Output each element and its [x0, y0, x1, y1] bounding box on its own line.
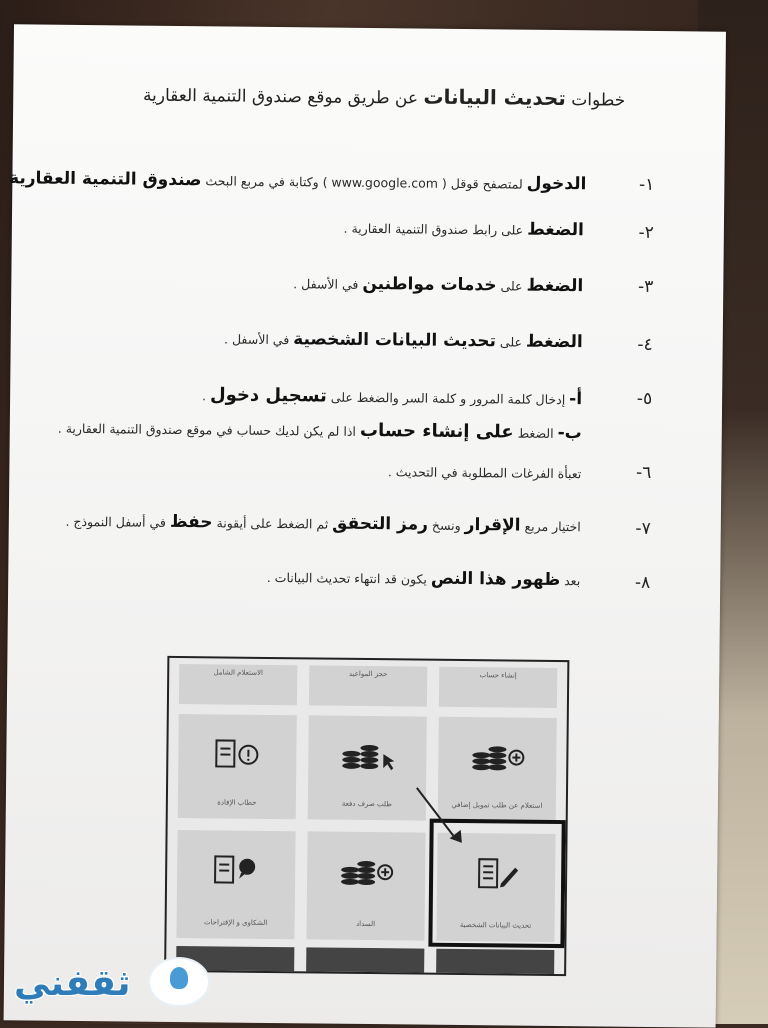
step-5a-text2: .	[202, 388, 206, 403]
step-8-bold: ظهور هذا النص	[431, 569, 560, 590]
step-5b-bold2: على إنشاء حساب	[360, 420, 514, 443]
step-5b-bold: ب-	[558, 423, 582, 443]
step-5a-bold: أ-	[569, 389, 582, 409]
tile-create-account	[439, 667, 557, 708]
step-3-text2: في الأسفل .	[293, 276, 358, 292]
step-3	[293, 273, 583, 296]
step-7-text: اختيار مربع	[524, 519, 580, 535]
step-7-bold2: رمز التحقق	[332, 514, 428, 535]
step-7	[65, 511, 581, 536]
step-7-number: ٧-	[635, 519, 650, 539]
tile-label: الشكاوى و الإقتراحات	[177, 918, 295, 927]
page-title	[143, 82, 626, 111]
embedded-screenshot	[164, 656, 569, 976]
step-5b-text2: اذا لم يكن لديك حساب في موقع صندوق التنمية العقارية .	[58, 421, 356, 439]
title-bold: تحديث البيانات	[423, 85, 566, 110]
step-8-text: بعد	[564, 573, 580, 588]
coins-add-icon	[307, 855, 425, 894]
step-3-bold2: خدمات مواطنين	[362, 274, 496, 295]
tile-complaints	[176, 830, 295, 939]
step-5a	[202, 384, 582, 409]
tile-comprehensive-inquiry	[179, 664, 297, 705]
step-7-bold3: حفظ	[170, 512, 213, 532]
tile-appointments	[309, 665, 427, 706]
step-5b	[58, 417, 582, 443]
step-5a-text: إدخال كلمة المرور و كلمة السر والضغط على	[331, 390, 566, 407]
step-5b-text: الضغط	[518, 426, 554, 441]
step-6-text: تعبأة الفرغات المطلوبة في التحديث .	[388, 464, 582, 481]
step-2	[343, 218, 584, 241]
step-8-number: ٨-	[635, 573, 650, 593]
step-4-bold2: تحديث البيانات الشخصية	[293, 329, 496, 351]
tile-additional-financing	[438, 717, 557, 822]
document-page	[4, 24, 726, 1027]
title-suffix: عن طريق موقع صندوق التنمية العقارية	[143, 86, 418, 109]
lightbulb-icon	[170, 967, 188, 989]
tile-benefit-letter	[178, 714, 297, 819]
step-2-text: على رابط صندوق التنمية العقارية .	[343, 221, 523, 238]
step-7-text4: في أسفل النموذج .	[65, 514, 166, 530]
step-5-number: ٥-	[637, 389, 652, 409]
tile-label: السداد	[307, 919, 425, 928]
tile-payment	[306, 831, 425, 940]
step-4-number: ٤-	[637, 335, 652, 355]
tile-label: حجز المواعيد	[309, 669, 427, 678]
step-1	[9, 168, 587, 194]
document-alert-icon	[178, 738, 296, 777]
tile-cutoff	[436, 949, 554, 976]
tile-label: تحديث البيانات الشخصية	[437, 921, 555, 930]
step-2-bold: الضغط	[527, 220, 584, 241]
step-8-text2: يكون قد انتهاء تحديث البيانات .	[267, 570, 427, 587]
tile-cutoff	[306, 947, 424, 976]
step-4-text2: في الأسفل .	[224, 331, 289, 347]
step-7-text2: ونسخ	[432, 518, 461, 533]
step-4-text: على	[500, 334, 522, 349]
tile-label: الاستعلام الشامل	[179, 668, 297, 677]
step-1-bold: الدخول	[527, 174, 587, 195]
title-prefix: خطوات	[571, 90, 625, 111]
step-3-bold: الضغط	[526, 276, 583, 297]
coins-add-icon	[438, 741, 556, 780]
watermark-logo	[14, 955, 210, 1015]
step-7-bold: الإقرار	[465, 515, 521, 536]
document-chat-icon	[177, 854, 295, 893]
step-3-number: ٣-	[638, 277, 653, 297]
logo-text: ثقفني	[14, 963, 130, 1004]
step-6-number: ٦-	[636, 463, 651, 483]
tile-label: استعلام عن طلب تمويل إضافي	[438, 801, 556, 810]
tile-label: إنشاء حساب	[439, 671, 557, 680]
tile-label: طلب صرف دفعة	[308, 799, 426, 808]
coins-click-icon	[308, 739, 426, 778]
step-1-text: لمتصفح قوقل ( www.google.com ) وكتابة في مربع البحث	[205, 173, 522, 191]
step-8	[267, 567, 581, 590]
step-6	[388, 464, 582, 481]
step-3-text: على	[500, 278, 522, 293]
step-1-number: ١-	[639, 175, 654, 195]
step-4	[224, 328, 583, 352]
step-7-text3: ثم الضغط على أيقونة	[216, 515, 328, 531]
step-4-bold: الضغط	[526, 332, 583, 353]
step-5a-bold2: تسجيل دخول	[210, 384, 327, 406]
step-2-number: ٢-	[638, 223, 653, 243]
step-1-bold2: صندوق التنمية العقارية	[9, 168, 202, 190]
tile-payment-request	[308, 715, 427, 820]
tile-label: خطاب الإفادة	[178, 798, 296, 807]
